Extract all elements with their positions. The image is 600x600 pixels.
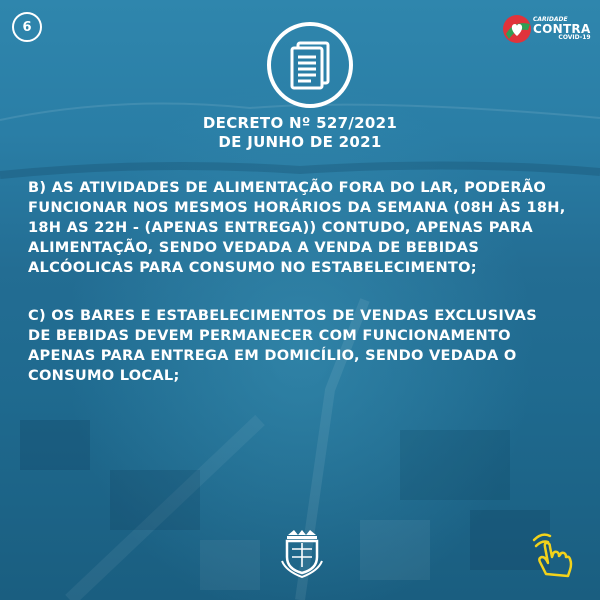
page-number-badge	[12, 12, 42, 42]
paragraph-b-line: ALIMENTAÇÃO, SENDO VEDADA A VENDA DE BEBIDAS	[28, 239, 480, 256]
city-crest-icon	[280, 527, 324, 579]
swipe-hand-icon	[528, 530, 578, 580]
caridade-contra-covid-logo	[500, 12, 591, 46]
paragraph-c-line: C) OS BARES E ESTABELECIMENTOS DE VENDAS EXCLUSIVAS	[28, 307, 537, 324]
paragraph-b-line: FUNCIONAR NOS MESMOS HORÁRIOS DA SEMANA (08H ÀS 18H,	[28, 199, 566, 216]
page-number: 6	[22, 19, 32, 35]
logo-line1: CARIDADE	[533, 16, 568, 23]
paragraph-c-line: APENAS PARA ENTREGA EM DOMICÍLIO, SENDO VEDADA O	[28, 347, 517, 364]
paragraph-b-line: ALCÓOLICAS PARA CONSUMO NO ESTABELECIMENTO;	[28, 259, 477, 276]
paragraph-b	[28, 178, 588, 278]
paragraph-b-line: 18H AS 22H - (APENAS ENTREGA)) CONTUDO, APENAS PARA	[28, 219, 533, 236]
decree-title: DECRETO Nº 527/2021	[202, 114, 398, 132]
paragraph-c	[28, 306, 588, 386]
logo-heart-icon	[500, 12, 534, 46]
paragraph-c-line: CONSUMO LOCAL;	[28, 367, 180, 384]
paragraph-c-line: DE BEBIDAS DEVEM PERMANECER COM FUNCIONAMENTO	[28, 327, 511, 344]
logo-line3: COVID-19	[558, 34, 591, 41]
decree-date: DE JUNHO DE 2021	[218, 133, 382, 151]
logo-text	[533, 17, 591, 41]
logo-line2: CONTRA	[533, 22, 591, 36]
paragraph-b-line: B) AS ATIVIDADES DE ALIMENTAÇÃO FORA DO LAR, PODERÃO	[28, 179, 547, 196]
documents-icon	[267, 22, 353, 108]
